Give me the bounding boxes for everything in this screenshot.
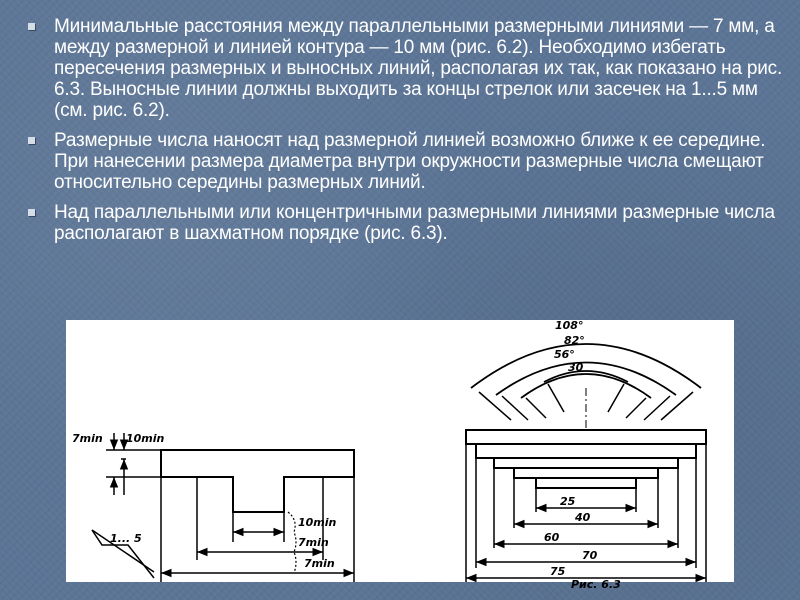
angle-label: 56° bbox=[554, 348, 575, 361]
dimension-label: 25 bbox=[560, 495, 576, 508]
bullet-marker bbox=[28, 23, 35, 30]
dimension-label: 40 bbox=[575, 511, 591, 524]
part-outline-right bbox=[514, 468, 658, 478]
angle-label: 82° bbox=[564, 334, 585, 347]
angle-arc bbox=[471, 344, 701, 388]
dimension-label: 75 bbox=[550, 565, 566, 578]
label-10min-top: 10min bbox=[126, 432, 165, 445]
bullet-marker bbox=[28, 209, 35, 216]
extension-line bbox=[661, 392, 693, 420]
figure-panel bbox=[66, 319, 734, 591]
label-7min-right-a: 7min bbox=[298, 536, 329, 549]
drawing-svg bbox=[66, 319, 734, 591]
label-7min-top: 7min bbox=[72, 432, 103, 445]
bullet-item bbox=[26, 202, 786, 244]
part-outline-right bbox=[494, 458, 678, 468]
extension-line bbox=[548, 384, 564, 412]
bullet-text: Минимальные расстояния между параллельными размерными линиями — 7 мм, а между размерной и линией контура — 10 мм (рис. 6.2). Необходимо избегать пересечения размерных и выносных линий, располагая их так, как показано на рис. 6.3. Выносные линии должны выходить за концы стрелок или засечек на 1...5 мм (см. рис. 6.2). bbox=[54, 16, 783, 121]
angle-label: 108° bbox=[555, 319, 584, 332]
extension-line bbox=[479, 392, 511, 420]
label-7min-right-b: 7min bbox=[304, 557, 335, 570]
figure-6-3 bbox=[466, 344, 706, 582]
gap-brace bbox=[288, 512, 296, 573]
part-outline-right bbox=[466, 430, 706, 444]
extension-line bbox=[626, 398, 646, 418]
figure-caption: Рис. 6.3 bbox=[571, 578, 621, 591]
bullet-list bbox=[26, 16, 786, 253]
bullet-item bbox=[26, 16, 786, 121]
part-outline-right bbox=[536, 478, 636, 488]
label-1-5: 1... 5 bbox=[110, 532, 142, 545]
part-outline-right bbox=[476, 444, 696, 458]
part-outline-left bbox=[161, 450, 354, 512]
extension-line bbox=[608, 384, 624, 412]
label-10min-right: 10min bbox=[298, 516, 337, 529]
dimension-label: 70 bbox=[582, 549, 598, 562]
angle-label: 30 bbox=[568, 361, 584, 374]
bullet-text: Размерные числа наносят над размерной линией возможно ближе к ее середине. При нанесении размера диаметра внутри окружности размерные числа смещают относительно середины размерных линий. bbox=[54, 130, 766, 193]
bullet-marker bbox=[28, 137, 35, 144]
angle-arc bbox=[544, 371, 628, 382]
bullet-text: Над параллельными или концентричными размерными линиями размерные числа располагают в шахматном порядке (рис. 6.3). bbox=[54, 202, 775, 244]
bullet-item bbox=[26, 130, 786, 193]
dimension-label: 60 bbox=[544, 531, 560, 544]
extension-line bbox=[526, 398, 546, 418]
